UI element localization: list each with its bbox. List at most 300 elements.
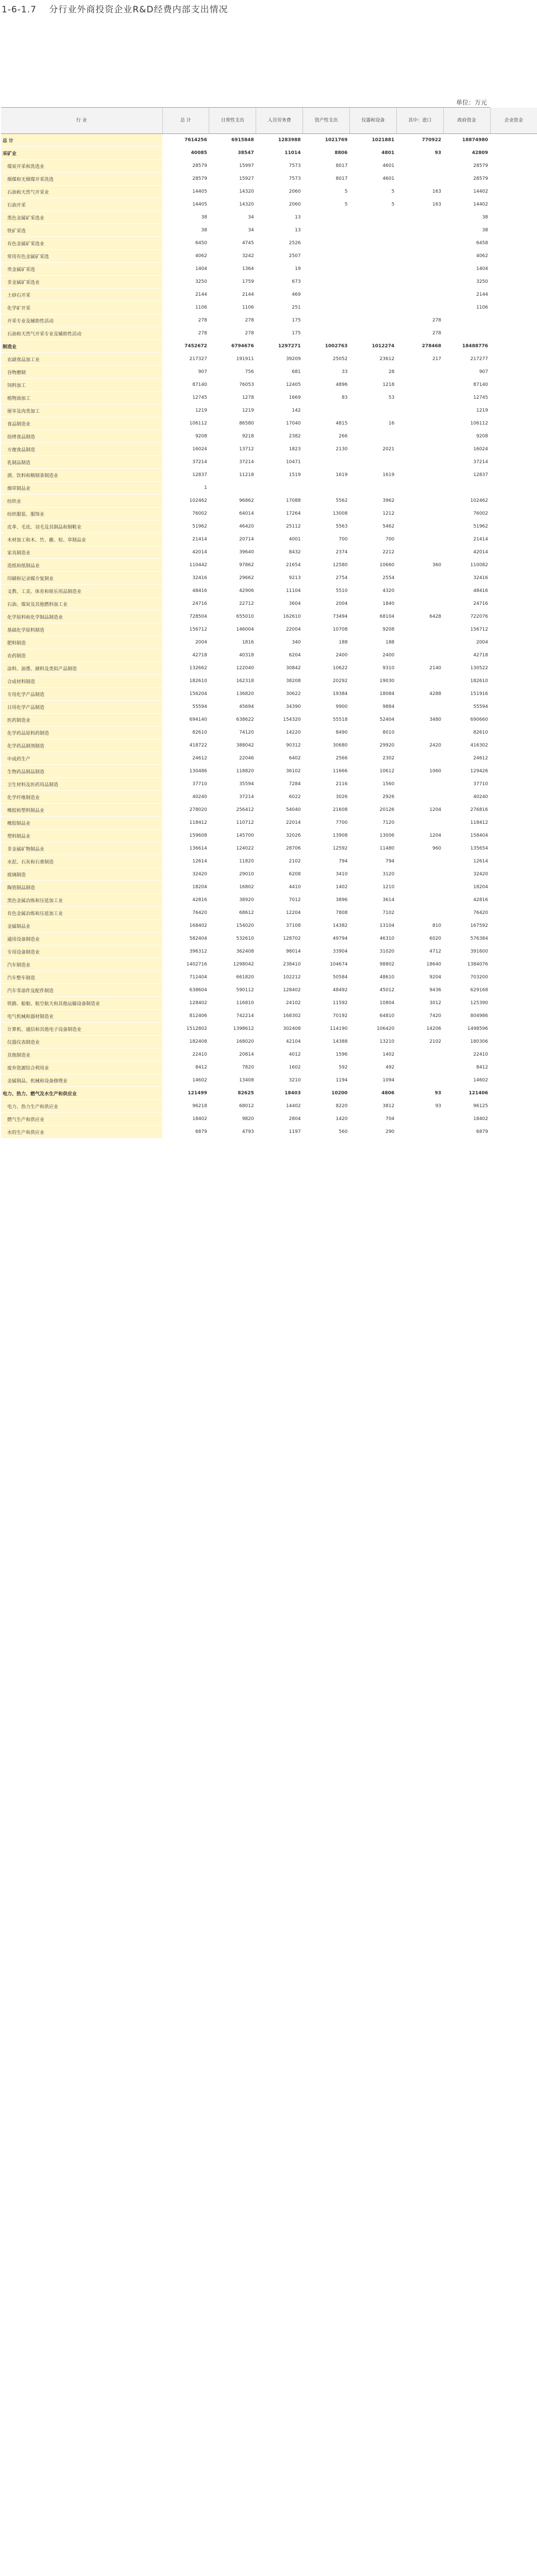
table-cell: 2554: [349, 572, 396, 585]
table-cell: 1402: [303, 881, 350, 894]
table-row: [1, 301, 537, 314]
table-cell: 278: [396, 327, 443, 340]
row-label: 非金属矿采选业: [1, 276, 162, 289]
table-cell: 49794: [303, 933, 350, 945]
table-cell: [490, 520, 537, 533]
table-cell: 1218: [349, 379, 396, 392]
table-row: [1, 623, 537, 636]
table-cell: 5510: [303, 585, 350, 598]
table-row: [1, 881, 537, 894]
table-cell: 28579: [443, 173, 490, 185]
table-cell: 2004: [303, 598, 350, 611]
table-cell: 2507: [256, 250, 303, 263]
table-cell: 18402: [162, 1113, 209, 1126]
table-cell: 1384076: [443, 958, 490, 971]
table-cell: 16024: [443, 443, 490, 456]
table-cell: 29920: [349, 739, 396, 752]
table-cell: 114190: [303, 1023, 350, 1036]
row-label: 石油开采: [1, 198, 162, 211]
table-row: [1, 353, 537, 366]
row-label: 燃气生产和供应业: [1, 1113, 162, 1126]
table-cell: 1106: [162, 301, 209, 314]
table-row: [1, 585, 537, 598]
row-label: 屠宰及肉类加工: [1, 404, 162, 417]
table-cell: [396, 456, 443, 469]
table-row: [1, 958, 537, 971]
table-cell: 1816: [209, 636, 256, 649]
table-cell: 1278: [209, 392, 256, 404]
table-cell: 51962: [162, 520, 209, 533]
table-cell: 40240: [443, 791, 490, 804]
table-cell: 93: [396, 1100, 443, 1113]
table-cell: 50584: [303, 971, 350, 984]
table-cell: 2926: [349, 791, 396, 804]
table-row: [1, 636, 537, 649]
column-header: 资产性支出: [303, 108, 350, 134]
table-row: [1, 920, 537, 933]
table-cell: [396, 649, 443, 662]
table-cell: 1219: [443, 404, 490, 417]
table-cell: [303, 289, 350, 301]
row-label: 焙烤食品制造: [1, 430, 162, 443]
table-cell: 2102: [256, 855, 303, 868]
table-cell: [303, 327, 350, 340]
table-cell: 17088: [256, 495, 303, 507]
table-cell: 182408: [162, 1036, 209, 1048]
table-cell: [349, 301, 396, 314]
table-cell: 12592: [303, 842, 350, 855]
table-cell: 1840: [349, 598, 396, 611]
table-cell: 6208: [256, 868, 303, 881]
row-label: 专用化学产品制造: [1, 688, 162, 701]
table-cell: 8806: [303, 147, 350, 160]
table-cell: 11014: [256, 147, 303, 160]
table-cell: [490, 1087, 537, 1100]
table-cell: 1759: [209, 276, 256, 289]
table-cell: 20292: [303, 675, 350, 688]
table-cell: 960: [396, 842, 443, 855]
table-cell: 2382: [256, 430, 303, 443]
table-cell: 5562: [303, 495, 350, 507]
table-cell: 2374: [303, 546, 350, 559]
table-cell: 1402716: [162, 958, 209, 971]
row-label: 玻璃制造: [1, 868, 162, 881]
table-cell: 416302: [443, 739, 490, 752]
table-row: [1, 211, 537, 224]
table-row: [1, 649, 537, 662]
table-cell: 9208: [162, 430, 209, 443]
table-cell: 55594: [443, 701, 490, 714]
table-cell: 188: [303, 636, 350, 649]
table-cell: 1297271: [256, 340, 303, 353]
row-label: 农副食品加工业: [1, 353, 162, 366]
table-cell: [396, 430, 443, 443]
table-cell: [490, 404, 537, 417]
table-cell: 68012: [209, 1100, 256, 1113]
table-cell: 1212: [349, 507, 396, 520]
table-cell: [396, 675, 443, 688]
page-title: [2, 2, 228, 15]
row-label: 水的生产和供应业: [1, 1126, 162, 1139]
row-label: 非金属矿物制品业: [1, 842, 162, 855]
table-cell: 1619: [349, 469, 396, 482]
table-cell: 11666: [303, 765, 350, 778]
table-cell: 13008: [303, 507, 350, 520]
table-cell: 1364: [209, 263, 256, 276]
table-cell: 32416: [443, 572, 490, 585]
table-cell: 38547: [209, 147, 256, 160]
table-cell: 18204: [443, 881, 490, 894]
row-label: 专用设备制造业: [1, 945, 162, 958]
table-cell: [396, 1061, 443, 1074]
table-cell: 2212: [349, 546, 396, 559]
table-cell: 362408: [209, 945, 256, 958]
table-cell: 6879: [443, 1126, 490, 1139]
table-cell: [490, 417, 537, 430]
table-cell: 388042: [209, 739, 256, 752]
table-cell: 136820: [209, 688, 256, 701]
table-cell: [490, 1074, 537, 1087]
table-cell: 36102: [256, 765, 303, 778]
table-cell: [490, 353, 537, 366]
table-cell: 3896: [303, 894, 350, 907]
table-cell: 1669: [256, 392, 303, 404]
table-cell: [396, 289, 443, 301]
table-row: [1, 404, 537, 417]
table-cell: [396, 173, 443, 185]
table-cell: 180306: [443, 1036, 490, 1048]
table-cell: [396, 1048, 443, 1061]
table-cell: [396, 237, 443, 250]
table-cell: 576384: [443, 933, 490, 945]
table-row: [1, 392, 537, 404]
table-cell: 6428: [396, 611, 443, 623]
table-cell: [490, 327, 537, 340]
table-cell: [490, 765, 537, 778]
table-header: [1, 108, 537, 134]
table-cell: 28579: [162, 160, 209, 173]
table-cell: 106420: [349, 1023, 396, 1036]
row-label: 中成药生产: [1, 752, 162, 765]
table-cell: 1498596: [443, 1023, 490, 1036]
table-cell: 217: [396, 353, 443, 366]
table-cell: 4601: [349, 173, 396, 185]
table-cell: 7614256: [162, 134, 209, 147]
row-label: 橡胶制品业: [1, 817, 162, 829]
table-cell: [349, 289, 396, 301]
table-cell: 46420: [209, 520, 256, 533]
table-cell: [490, 842, 537, 855]
table-cell: 4896: [303, 379, 350, 392]
table-cell: 1298042: [209, 958, 256, 971]
table-cell: 6879: [162, 1126, 209, 1139]
table-cell: 53: [349, 392, 396, 404]
row-label: 汽车整车制造: [1, 971, 162, 984]
table-cell: [396, 366, 443, 379]
table-cell: 82610: [443, 726, 490, 739]
table-cell: 37710: [162, 778, 209, 791]
table-row: [1, 714, 537, 726]
table-cell: 6402: [256, 752, 303, 765]
table-cell: 6794676: [209, 340, 256, 353]
table-cell: 125390: [443, 997, 490, 1010]
row-label: 土砂石开采: [1, 289, 162, 301]
row-label: 计算机、通信和其他电子设备制造业: [1, 1023, 162, 1036]
table-cell: 681: [256, 366, 303, 379]
row-label: 制造业: [1, 340, 162, 353]
table-cell: [490, 984, 537, 997]
table-row: [1, 147, 537, 160]
table-cell: 2116: [303, 778, 350, 791]
row-label: 纺织服装、服饰业: [1, 507, 162, 520]
table-row: [1, 507, 537, 520]
table-cell: 4793: [209, 1126, 256, 1139]
table-cell: [209, 482, 256, 495]
table-cell: [490, 263, 537, 276]
column-header-industry: 行 业: [1, 108, 162, 134]
table-cell: 76002: [162, 507, 209, 520]
table-cell: 162610: [256, 611, 303, 623]
table-cell: [396, 482, 443, 495]
table-cell: 110082: [443, 559, 490, 572]
table-cell: 360: [396, 559, 443, 572]
table-cell: [490, 366, 537, 379]
row-label: 造纸和纸制品业: [1, 559, 162, 572]
table-cell: 12745: [443, 392, 490, 404]
table-cell: 4288: [396, 688, 443, 701]
table-cell: 278020: [162, 804, 209, 817]
table-cell: 278: [396, 314, 443, 327]
table-cell: [396, 250, 443, 263]
row-label: 基础化学原料制造: [1, 623, 162, 636]
table-cell: [490, 907, 537, 920]
table-cell: 10200: [303, 1087, 350, 1100]
row-label: 化学矿开采: [1, 301, 162, 314]
table-cell: 128402: [256, 984, 303, 997]
table-cell: 4601: [349, 160, 396, 173]
table-cell: [490, 198, 537, 211]
table-cell: [490, 276, 537, 289]
table-cell: [396, 598, 443, 611]
table-cell: 86580: [209, 417, 256, 430]
table-cell: 1002763: [303, 340, 350, 353]
table-cell: 700: [349, 533, 396, 546]
table-cell: 16802: [209, 881, 256, 894]
table-cell: [490, 546, 537, 559]
row-label: 塑料制品业: [1, 829, 162, 842]
table-cell: 13006: [349, 829, 396, 842]
table-cell: 110712: [209, 817, 256, 829]
table-cell: 11104: [256, 585, 303, 598]
table-cell: 156712: [443, 623, 490, 636]
table-row: [1, 546, 537, 559]
table-cell: 5462: [349, 520, 396, 533]
table-cell: 48416: [443, 585, 490, 598]
table-cell: 28: [349, 366, 396, 379]
table-cell: 1210: [349, 881, 396, 894]
table-cell: 11218: [209, 469, 256, 482]
table-cell: 11480: [349, 842, 396, 855]
table-cell: 1619: [303, 469, 350, 482]
table-cell: 1060: [396, 765, 443, 778]
table-cell: 9208: [443, 430, 490, 443]
table-cell: 6450: [162, 237, 209, 250]
table-cell: 46310: [349, 933, 396, 945]
table-cell: 82625: [209, 1087, 256, 1100]
row-label: 谷物磨制: [1, 366, 162, 379]
table-cell: 8017: [303, 160, 350, 173]
table-cell: 11820: [209, 855, 256, 868]
row-label: 合成材料制造: [1, 675, 162, 688]
table-row: [1, 417, 537, 430]
table-cell: [349, 327, 396, 340]
table-cell: 24612: [162, 752, 209, 765]
table-row: [1, 662, 537, 675]
table-row: [1, 611, 537, 623]
table-cell: 728504: [162, 611, 209, 623]
table-cell: 42718: [162, 649, 209, 662]
table-cell: [490, 855, 537, 868]
table-cell: 37108: [256, 920, 303, 933]
row-label: 金属制品业: [1, 920, 162, 933]
table-cell: 10708: [303, 623, 350, 636]
table-cell: 14320: [209, 198, 256, 211]
table-cell: 18403: [256, 1087, 303, 1100]
table-cell: 8412: [162, 1061, 209, 1074]
table-cell: 1106: [443, 301, 490, 314]
table-cell: 9884: [349, 701, 396, 714]
table-cell: 136614: [162, 842, 209, 855]
table-cell: 638622: [209, 714, 256, 726]
table-cell: 1560: [349, 778, 396, 791]
table-cell: 15927: [209, 173, 256, 185]
table-cell: 9820: [209, 1113, 256, 1126]
table-cell: 40318: [209, 649, 256, 662]
table-cell: 3012: [396, 997, 443, 1010]
table-cell: 9208: [349, 623, 396, 636]
table-cell: 129426: [443, 765, 490, 778]
table-row: [1, 224, 537, 237]
row-label: 通用设备制造业: [1, 933, 162, 945]
table-cell: 3480: [396, 714, 443, 726]
table-cell: 418722: [162, 739, 209, 752]
table-cell: 17040: [256, 417, 303, 430]
table-cell: 48416: [162, 585, 209, 598]
row-label: 黑色金属冶炼和压延加工业: [1, 894, 162, 907]
table-cell: 182610: [162, 675, 209, 688]
table-cell: 35594: [209, 778, 256, 791]
table-cell: 4410: [256, 881, 303, 894]
table-cell: 145700: [209, 829, 256, 842]
table-cell: 7420: [396, 1010, 443, 1023]
table-cell: 104674: [303, 958, 350, 971]
table-cell: 2144: [209, 289, 256, 301]
table-cell: 24716: [443, 598, 490, 611]
table-cell: 655010: [209, 611, 256, 623]
table-cell: 118412: [162, 817, 209, 829]
row-label: 铁路、船舶、航空航天和其他运输设备制造业: [1, 997, 162, 1010]
table-row: [1, 1074, 537, 1087]
table-row: [1, 971, 537, 984]
table-cell: 76053: [209, 379, 256, 392]
table-cell: 5563: [303, 520, 350, 533]
column-header: 企业资金: [490, 108, 537, 134]
table-cell: 4062: [162, 250, 209, 263]
table-cell: 3250: [162, 276, 209, 289]
table-row: [1, 945, 537, 958]
table-cell: 1398612: [209, 1023, 256, 1036]
table-cell: 30842: [256, 662, 303, 675]
table-cell: 2302: [349, 752, 396, 765]
table-cell: 24612: [443, 752, 490, 765]
table-cell: [303, 456, 350, 469]
table-cell: 52404: [349, 714, 396, 726]
table-cell: 76420: [162, 907, 209, 920]
table-cell: 182610: [443, 675, 490, 688]
table-cell: [396, 469, 443, 482]
table-cell: 45694: [209, 701, 256, 714]
table-row: [1, 430, 537, 443]
table-row: [1, 327, 537, 340]
table-cell: 48610: [349, 971, 396, 984]
row-label: 汽车制造业: [1, 958, 162, 971]
row-label: 石油、煤炭及其他燃料加工业: [1, 598, 162, 611]
table-cell: 16: [349, 417, 396, 430]
table-cell: 21654: [256, 559, 303, 572]
table-cell: [303, 276, 350, 289]
table-cell: 45012: [349, 984, 396, 997]
table-cell: 13210: [349, 1036, 396, 1048]
table-cell: 3250: [443, 276, 490, 289]
row-label: 医药制造业: [1, 714, 162, 726]
table-cell: 55594: [162, 701, 209, 714]
table-cell: 2060: [256, 185, 303, 198]
table-cell: [349, 404, 396, 417]
table-cell: [490, 804, 537, 817]
table-cell: 98802: [349, 958, 396, 971]
table-row: [1, 829, 537, 842]
table-cell: [490, 675, 537, 688]
column-header: 人员劳务费: [256, 108, 303, 134]
table-cell: 4012: [256, 1048, 303, 1061]
table-cell: 130486: [162, 765, 209, 778]
table-cell: 396312: [162, 945, 209, 958]
table-cell: 96218: [162, 1100, 209, 1113]
table-cell: [490, 430, 537, 443]
table-cell: 11592: [303, 997, 350, 1010]
table-cell: [396, 507, 443, 520]
table-cell: 14402: [443, 198, 490, 211]
table-cell: 6204: [256, 649, 303, 662]
row-label: 化学原料和化学制品制造业: [1, 611, 162, 623]
table-cell: 34: [209, 211, 256, 224]
table-cell: 14402: [256, 1100, 303, 1113]
row-label: 其他制造业: [1, 1048, 162, 1061]
table-cell: 582404: [162, 933, 209, 945]
table-cell: 28706: [256, 842, 303, 855]
table-cell: 694140: [162, 714, 209, 726]
table-cell: 2400: [303, 649, 350, 662]
table-cell: 1012274: [349, 340, 396, 353]
table-cell: 97862: [209, 559, 256, 572]
column-header: 政府资金: [443, 108, 490, 134]
row-label: 卫生材料及医药用品制造: [1, 778, 162, 791]
table-cell: [490, 456, 537, 469]
table-cell: 167592: [443, 920, 490, 933]
table-cell: 96862: [209, 495, 256, 507]
table-cell: [490, 173, 537, 185]
table-number: 1-6-1.7: [2, 5, 37, 15]
